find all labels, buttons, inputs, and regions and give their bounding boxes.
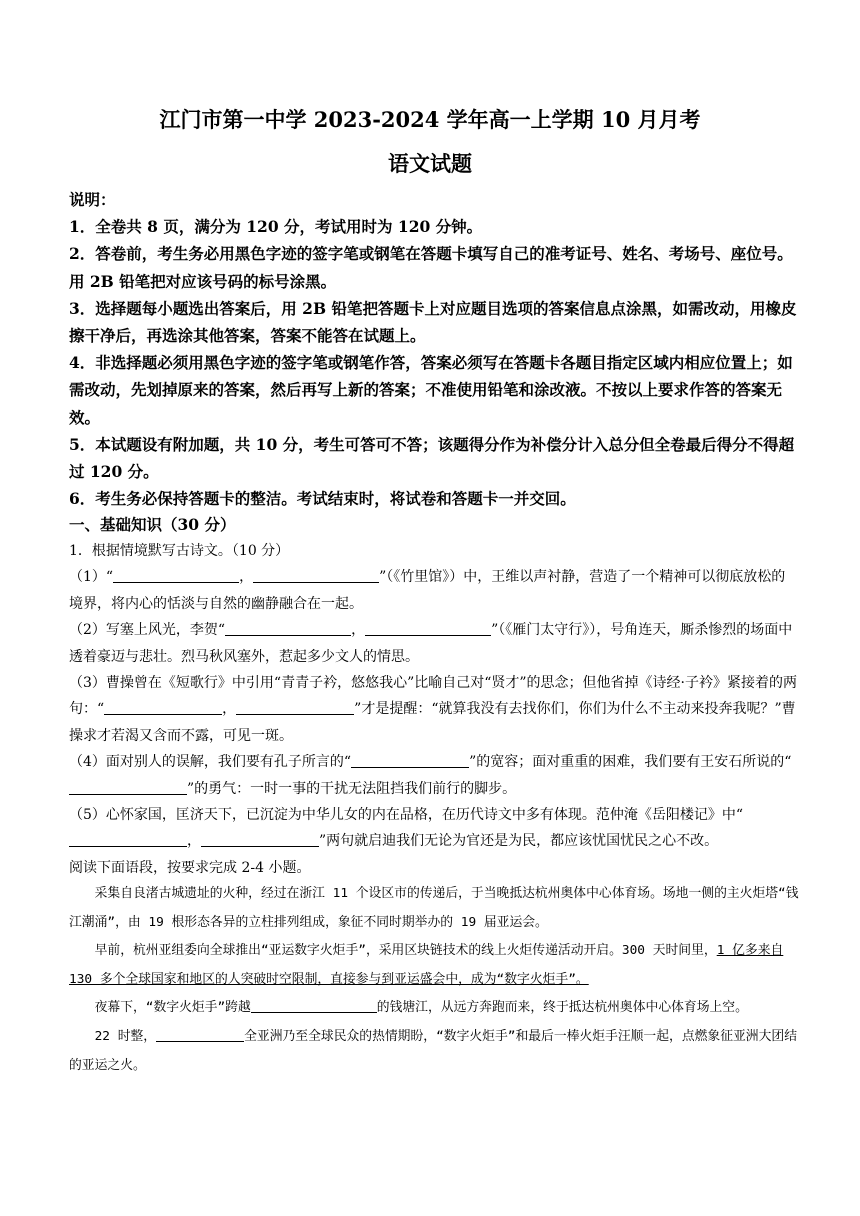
- answer-blank[interactable]: [69, 830, 187, 847]
- answer-blank[interactable]: [113, 566, 239, 583]
- q-text: （5）心怀家国，匡济天下，已沉淀为中华儿女的内在品格，在历代诗文中多有体现。范仲淹《岳阳楼记》中“: [69, 807, 744, 824]
- passage-paragraph: [69, 937, 799, 994]
- q-text: （1）“: [69, 569, 114, 586]
- passage-text: 夜幕下，“数字火炬手”跨越: [94, 1000, 251, 1016]
- answer-blank[interactable]: [69, 778, 187, 795]
- reading-intro: 阅读下面语段，按要求完成 2-4 小题。: [69, 859, 311, 876]
- q-text: ，: [222, 701, 237, 718]
- instruction-item: 1．全卷共 8 页，满分为 120 分，考试用时为 120 分钟。: [69, 217, 483, 237]
- passage-text: 的钱塘江，从远方奔跑而来，终于抵达杭州奥体中心体育场上空。: [376, 1000, 748, 1016]
- answer-blank[interactable]: [253, 566, 379, 583]
- instruction-item: 6．考生务必保持答题卡的整洁。考试结束时，将试卷和答题卡一并交回。: [69, 489, 576, 509]
- q-text: ”（《雁门太守行》），号角连天，厮杀惨烈的场面中透着豪迈与悲壮。烈马秋风塞外，惹起多少文人的情思。: [69, 622, 793, 665]
- instruction-item: 5．本试题设有附加题，共 10 分，考生可答可不答；该题得分作为补偿分计入总分但全卷最后得分不得超过 120 分。: [69, 434, 795, 482]
- section-basic-knowledge: [69, 511, 799, 881]
- reading-passage: [69, 880, 799, 1080]
- q-text: ”（《竹里馆》）中，王维以声衬静，营造了一个精神可以彻底放松的境界，将内心的恬淡与自然的幽静融合在一起。: [69, 569, 786, 612]
- question-stem: 1．根据情境默写古诗文。（10 分）: [69, 543, 290, 559]
- instruction-item: 2．答卷前，考生务必用黑色字迹的签字笔或钢笔在答题卡填写自己的准考证号、姓名、考场号、座位号。用 2B 铅笔把对应该号码的标号涂黑。: [69, 244, 793, 291]
- q-text: ”才是提醒：“就算我没有去找你们，你们为什么不主动来投奔我呢？”曹操求才若渴又含而不露，可见一斑。: [69, 701, 796, 744]
- instruction-item: 3．选择题每小题选出答案后，用 2B 铅笔把答题卡上对应题目选项的答案信息点涂黑，如需改动，用橡皮擦干净后，再选涂其他答案，答案不能答在试题上。: [69, 298, 797, 346]
- passage-text: 全亚洲乃至全球民众的热情期盼，“数字火炬手”和最后一棒火炬手汪顺一起，点燃象征亚洲大团结的亚运之火。: [69, 1028, 797, 1073]
- page-title: 江门市第一中学 2023-2024 学年高一上学期 10 月月考: [159, 107, 701, 132]
- section-heading: 一、基础知识（30 分）: [69, 515, 236, 534]
- answer-blank[interactable]: [225, 619, 351, 636]
- answer-blank[interactable]: [251, 996, 377, 1013]
- page-subtitle: 语文试题: [388, 151, 472, 176]
- question-1-3: [69, 670, 799, 749]
- answer-blank[interactable]: [236, 698, 354, 715]
- q-text: （4）面对别人的误解，我们要有孔子所言的“: [69, 754, 352, 771]
- passage-text: 早前，杭州亚组委向全球推出“亚运数字火炬手”，采用区块链技术的线上火炬传递活动开启。300 天时间里，: [94, 943, 717, 959]
- underlined-sentence: 1 亿多来自 130 多个全球国家和地区的人突破时空限制，直接参与到亚运盛会中，成为“数字火炬手”。: [69, 943, 784, 987]
- q-text: （2）写塞上风光，李贺“: [69, 622, 226, 639]
- q-text: ”的宽容；面对重重的困难，我们要有王安石所说的“: [469, 754, 792, 771]
- instruction-item: 4．非选择题必须用黑色字迹的签字笔或钢笔作答，答案必须写在答题卡各题目指定区域内相应位置上；如需改动，先划掉原来的答案，然后再写上新的答案；不准使用铅笔和涂改液。不按以上要求作答的答案无效。: [69, 353, 793, 427]
- instructions-heading: 说明：: [69, 190, 116, 209]
- instructions: [69, 186, 799, 512]
- q-text: ，: [187, 833, 201, 850]
- passage-paragraph: [69, 994, 799, 1023]
- answer-blank[interactable]: [104, 698, 222, 715]
- question-1-5: [69, 802, 799, 855]
- q-text: ”的勇气：一时一事的干扰无法阻挡我们前行的脚步。: [187, 780, 517, 797]
- q-text: ，: [239, 569, 254, 586]
- answer-blank[interactable]: [365, 619, 491, 636]
- q-text: ，: [351, 622, 366, 639]
- passage-paragraph: 采集自良渚古城遗址的火种，经过在浙江 11 个设区市的传递后，于当晚抵达杭州奥体中心体育场。场地一侧的主火炬塔“钱江潮涌”，由 19 根形态各异的立柱排列组成，象征不同时期举办的 19 届亚运会。: [69, 886, 799, 930]
- answer-blank[interactable]: [351, 751, 469, 768]
- passage-text: 22 时整，: [94, 1028, 157, 1044]
- q-text: （3）曹操曾在《短歌行》中引用“青青子衿，悠悠我心”比喻自己对“贤才”的思念；但他省掉《诗经·子衿》紧接着的两句：“: [69, 675, 797, 718]
- q-text: ”两句就启迪我们无论为官还是为民，都应该忧国忧民之心不改。: [319, 833, 719, 850]
- passage-paragraph: [69, 1023, 799, 1080]
- question-1-2: [69, 617, 799, 670]
- answer-blank[interactable]: [201, 830, 319, 847]
- question-1-4: [69, 749, 799, 802]
- answer-blank[interactable]: [156, 1025, 244, 1042]
- question-1-1: [69, 564, 799, 617]
